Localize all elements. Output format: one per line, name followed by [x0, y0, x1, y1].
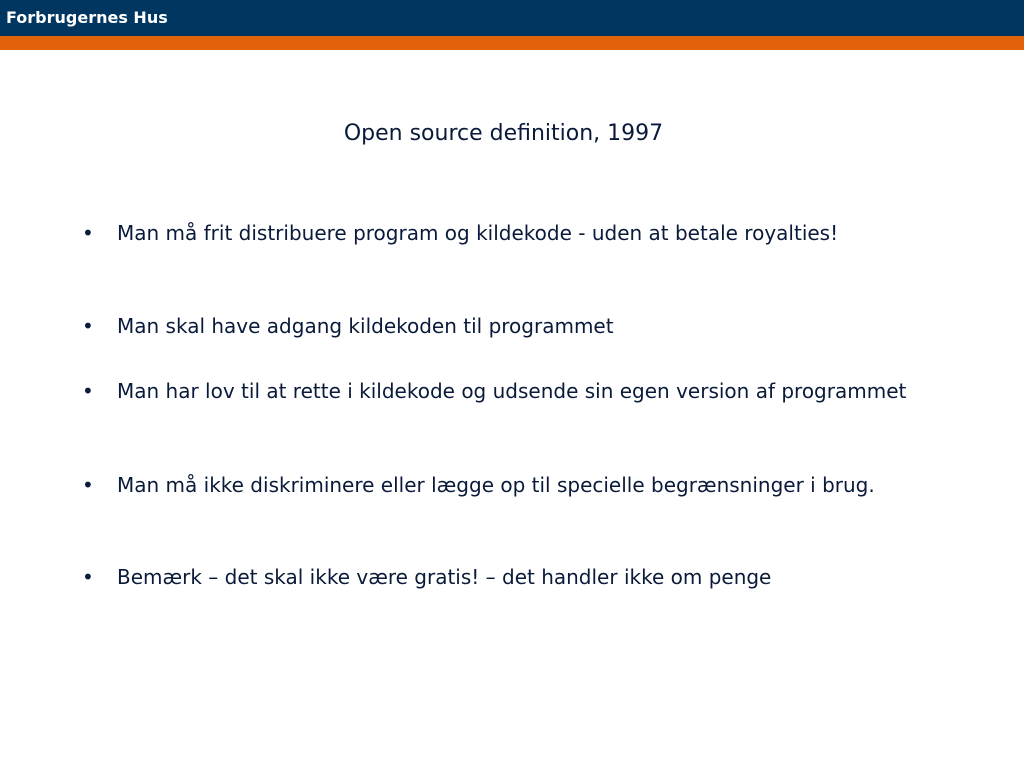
accent-stripe [0, 36, 1024, 50]
bullet-text: Man må ikke diskriminere eller lægge op til specielle begrænsninger i brug. [117, 473, 875, 497]
bullet-item-2 [82, 312, 932, 340]
bullet-text: Bemærk – det skal ikke være gratis! – det handler ikke om penge [117, 565, 772, 589]
bullet-marker: • [82, 379, 94, 403]
bullet-item-4 [82, 471, 932, 499]
bullet-text: Man har lov til at rette i kildekode og udsende sin egen version af programmet [117, 379, 907, 403]
bullet-text: Man må frit distribuere program og kildekode - uden at betale royalties! [117, 221, 839, 245]
bullet-marker: • [82, 314, 94, 338]
brand-logo-text: Forbrugernes Hus [6, 8, 168, 27]
bullet-item-3 [82, 377, 932, 405]
bullet-item-5 [82, 563, 932, 591]
bullet-marker: • [82, 473, 94, 497]
bullet-item-1 [82, 219, 932, 247]
bullet-marker: • [82, 565, 94, 589]
slide-title: Open source definition, 1997 [343, 121, 664, 146]
header-bar [0, 0, 1024, 36]
bullet-marker: • [82, 221, 94, 245]
bullet-text: Man skal have adgang kildekoden til programmet [117, 314, 614, 338]
